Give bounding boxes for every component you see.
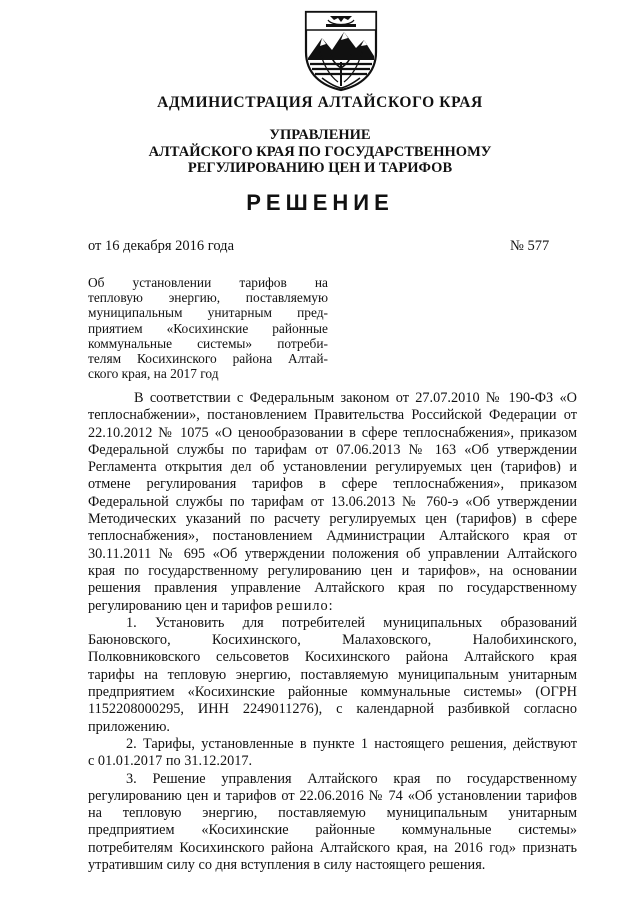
decision-subject (88, 275, 328, 381)
body-line: приложению. (88, 718, 170, 735)
body-line: Федеральной службы по тарифам от 07.06.2013 № 163 «Об утверждении (88, 441, 577, 458)
body-line: 1152208000295, ИНН 2249011276), с календарной разбивкой согласно (88, 701, 577, 718)
subject-line: тепловую энергию, поставляемую (88, 290, 328, 306)
subject-line: телям Косихинского района Алтай- (88, 350, 328, 366)
body-line: Регламента открытия дел об установлении регулируемых цен (тарифов) и (88, 459, 577, 476)
body-line: 1. Установить для потребителей муниципальных образований (126, 614, 577, 631)
body-line: тарифы на тепловую энергию, поставляемую муниципальным унитарным (88, 666, 577, 683)
subject-line: Об установлении тарифов на (88, 275, 328, 290)
body-line: решения правления управление Алтайского края по государственному (88, 580, 577, 597)
body-line: Федеральной службы по тарифам от 13.06.2013 № 760-э «Об утверждении (88, 493, 577, 510)
department-heading (0, 127, 640, 177)
body-line: с 01.01.2017 по 31.12.2017. (88, 753, 253, 770)
decision-body (88, 390, 577, 874)
body-line (88, 598, 577, 615)
preamble-last-prefix: регулированию цен и тарифов (88, 597, 273, 614)
body-line: Баюновского, Косихинского, Малаховского, Налобихинского, (88, 632, 577, 649)
body-line: 30.11.2011 № 695 «Об утверждении положения об управлении Алтайского (88, 545, 577, 562)
resolved-keyword: решило: (276, 597, 334, 614)
subject-line: ского края, на 2017 год (88, 366, 219, 382)
item-3-paragraph (88, 771, 577, 875)
body-line: Методических указаний по расчету регулируемых цен (тарифов) в сфере (88, 511, 577, 528)
department-line: РЕГУЛИРОВАНИЮ ЦЕН И ТАРИФОВ (187, 160, 453, 176)
body-line: регулированию цен и тарифов от 22.06.2016 № 74 «Об установлении тарифов (88, 787, 577, 804)
subject-line: муниципальным унитарным пред- (88, 305, 328, 321)
body-line: Полковниковского сельсоветов Косихинского района Алтайского края (88, 649, 577, 666)
body-line: теплоснабжении», постановлением Правительства Российской Федерации от (88, 407, 577, 424)
body-line: В соответствии с Федеральным законом от 27.07.2010 № 190-ФЗ «О (134, 390, 577, 406)
document-type-heading: РЕШЕНИЕ (246, 190, 394, 215)
department-line: АЛТАЙСКОГО КРАЯ ПО ГОСУДАРСТВЕННОМУ (148, 143, 492, 160)
decision-number: № 577 (510, 238, 550, 254)
body-line: 2. Тарифы, установленные в пункте 1 настоящего решения, действуют (126, 735, 577, 752)
subject-line: приятием «Косихинские районные (88, 320, 328, 336)
item-2-paragraph (88, 736, 577, 771)
body-line: 3. Решение управления Алтайского края по государственному (126, 770, 577, 787)
body-line: предприятием «Косихинские районные коммунальные системы» (88, 822, 577, 839)
body-line: предприятием «Косихинские районные коммунальные системы» (ОГРН (88, 684, 577, 701)
body-line: края по государственному регулированию цен и тарифов», на основании (88, 562, 577, 579)
department-line: УПРАВЛЕНИЕ (269, 127, 371, 143)
subject-line: коммунальные системы» потреби- (88, 335, 328, 351)
body-line: утратившим силу со дня вступления в силу настоящего решения. (88, 857, 486, 874)
altai-krai-coat-of-arms-icon (300, 8, 382, 92)
body-line: потребителям Косихинского района Алтайского края, на 2016 год» признать (88, 839, 577, 856)
body-line: 22.10.2012 № 1075 «О ценообразовании в сфере теплоснабжения», приказом (88, 424, 577, 441)
administration-heading: АДМИНИСТРАЦИЯ АЛТАЙСКОГО КРАЯ (157, 94, 483, 111)
body-line: на тепловую энергию, поставляемую муниципальным унитарным (88, 805, 577, 822)
preamble-paragraph (88, 390, 577, 615)
body-line: отмене регулирования тарифов в сфере теплоснабжения», приказом (88, 476, 577, 493)
body-line: теплоснабжения», постановлением Администрации Алтайского края от (88, 528, 577, 545)
decision-date: от 16 декабря 2016 года (88, 238, 234, 254)
item-1-paragraph (88, 615, 577, 736)
